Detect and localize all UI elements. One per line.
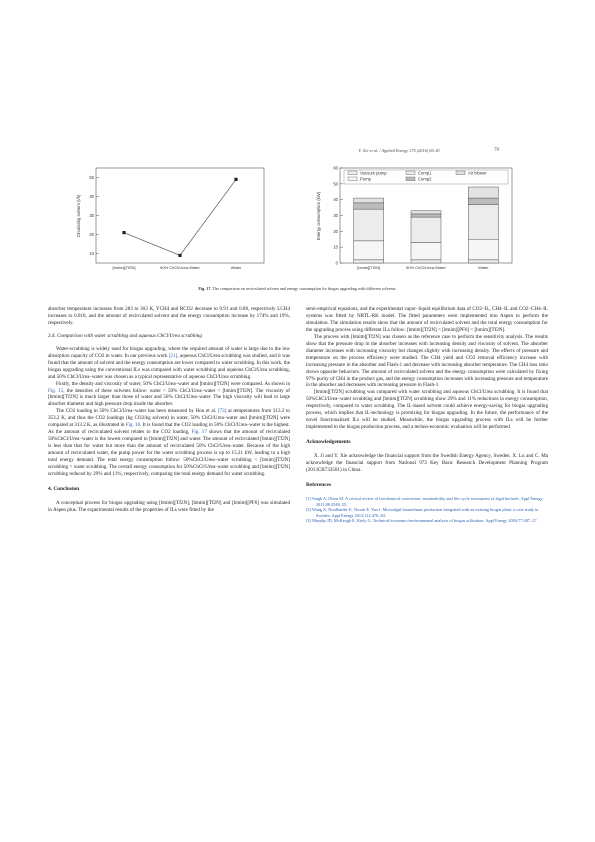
bar-segment-air-blower <box>354 198 384 203</box>
bar-segment-vacuum-pump <box>468 260 498 263</box>
left-paragraph-3 <box>48 381 290 409</box>
right-x-tick-label: Water <box>478 265 489 270</box>
left-paragraph-5: A conceptual process for biogas upgrading using [bmim][Tf2N], [bmim][Tf2N] and [bmim][PF6] was simulated in Aspen plus. The experimental results of the properties of ILs were fitted by the <box>48 499 290 513</box>
bar-segment-pump <box>411 242 441 259</box>
legend-label: Air blower <box>468 170 487 176</box>
left-x-tick-label: Water <box>230 265 242 270</box>
right-x-tick-label: [bmim][Tf2N] <box>357 265 381 270</box>
right-column <box>306 306 548 524</box>
right-y-tick-label: 60 <box>333 165 338 171</box>
right-paragraph-1: semi-empirical equations, and the experimental vapor–liquid equilibrium data of CO2–IL, CH4–IL and CO2–CH4–IL systems was fitted by NRTL-RK model. The fitted parameters were implemented into Aspen to perform the simulation. The simulation results show that the amount of recirculated solvent and the total energy consumption for the upgrading process using different ILs follow: [bmim][Tf2N] < [bmim][PF6] < [hmim][Tf2N]. <box>306 306 548 333</box>
text-span: . It is found that the CO2 loading in 50% ChCl/Urea–water is the highest. As the amount of recirculated solvent relates to the CO2 loading, <box>48 422 290 436</box>
left-y-tick-label: 20 <box>89 232 94 237</box>
left-paragraph-1: absorber temperature increases from 283 to 303 K, YCH4 and RCO2 decrease to 0.91 and 0.88, respectively LCH4 increases to 0.018, and the amount of recirculated solvent and the energy consumption increase by 174% and 19%, respectively. <box>48 306 290 326</box>
legend-label: Comp1 <box>418 170 432 176</box>
left-data-point <box>178 254 181 257</box>
acknowledgements-text: X. Ji and Y. Xie acknowledge the financial support from the Swedish Energy Agency, Sweden. X. Lu and C. Ma acknowledge the financial support from National 973 Key Basic Research Development Planning Program (2013CB733501) in China. <box>306 453 548 474</box>
left-column <box>48 306 290 514</box>
figure-caption-text: The comparison on recirculated solvent and energy consumption for biogas upgrading with different solvents. <box>212 286 397 291</box>
legend-swatch <box>456 171 465 175</box>
legend-swatch <box>406 177 415 181</box>
legend-label: Pump <box>360 176 371 182</box>
left-x-tick-label: [bmim][Tf2N] <box>112 265 136 270</box>
left-y-tick-label: 40 <box>89 194 94 199</box>
bar-segment-comp2 <box>468 198 498 204</box>
legend-swatch <box>348 171 357 175</box>
right-x-tick-label: 50% ChCl/Urea-Water <box>406 265 446 270</box>
journal-header: Y. Xie et al. / Applied Energy 175 (2016) 69–81 <box>358 148 440 153</box>
legend-label: Comp2 <box>418 176 432 182</box>
right-y-axis-label: Energy consumption (kW) <box>316 191 321 241</box>
bar-segment-pump <box>354 241 384 260</box>
left-data-point <box>122 231 125 234</box>
text-span: shows that the amount of recirculated 50%ChCl/Urea–water is the lowest compared to [bmim][Tf2N] and water. The amount of recirculated [bmim][Tf2N] is less than that for water but more than the amount of recirculated 50% ChCl/Urea–water. Because of the high amount of recirculated water, the pump power for the water scrubbing process is up to 15.21 kW, leading to a high total energy demand. The total energy consumption follow: 50%ChCl/Urea–water scrubbing < [bmim][Tf2N] scrubbing < water scrubbing. The overall energy consumption for 50%ChCl/Urea–water scrubbing and [bmim][Tf2N] scrubbing reduced by 29% and 11%, respectively, comparing the total energy demand for water scrubbing. <box>48 429 290 477</box>
left-plot-frame <box>96 168 264 263</box>
legend-label: Vacuum pump <box>360 170 387 176</box>
citation-link[interactable]: [21] <box>168 352 178 359</box>
page-number: 79 <box>494 148 499 153</box>
text-span: at temperatures from 313.2 to 353.2 K, and thus the CO2 loadings (kg CO2/kg solvent) in water, 50% ChCl/Urea–water and [bmim][Tf2N] were compared at 313.2 K, as illustrated in <box>48 408 290 429</box>
reference-item[interactable]: [3] Murphy JD, McKeogh E, Kiely G. Technical/economic/environmental analysis of biogas utilisation. Appl Energy 2004;77:407–27. <box>306 518 538 524</box>
left-paragraph-2 <box>48 346 290 381</box>
reference-item[interactable]: [1] Singh A, Olsen SI. A critical review of biochemical conversion, sustainability and life cycle assessment of algal biofuels. Appl Energy 2011;88:3548–55. <box>306 495 543 507</box>
reference-item[interactable]: [2] Wang X, Nordlander E, Thorin E, Yan J. Microalgal biomethane production integrated with an existing biogas plant: a case study in Sweden. Appl Energy 2013;112:478–84. <box>306 507 539 518</box>
chart-circulating-solvent <box>76 168 264 270</box>
right-y-tick-label: 10 <box>333 244 338 250</box>
figure-caption <box>0 286 595 291</box>
left-data-point <box>234 178 237 181</box>
bar-segment-vacuum-pump <box>354 260 384 263</box>
acknowledgements-heading: Acknowledgements <box>306 439 351 446</box>
right-y-tick-label: 30 <box>333 213 338 218</box>
figure-17 <box>74 160 524 280</box>
text-span: The CO2 loading in 50% ChCl/Urea–water has been measured by Hou et al. <box>56 408 218 415</box>
conclusion-heading: 4. Conclusion <box>48 485 80 492</box>
legend-swatch <box>406 171 415 175</box>
legend-swatch <box>348 177 357 181</box>
left-series-line <box>124 179 236 255</box>
figure-link[interactable]: Fig. 16 <box>125 422 141 429</box>
left-y-tick-label: 10 <box>89 251 94 256</box>
right-paragraph-2: The process with [bmim][Tf2N] was chosen as the reference case to perform the sensitivity analysis. The results show that the pressure drop in the absorber increases with increasing density and viscosity of solvent. The absorber diameter increases with increasing viscosity but changes slightly with increasing density. The effects of pressure and temperature on the process efficiency were studied. The CH4 yield and CO2 removal efficiency increase with increasing pressure in the absorber and Flash-1 and decrease with increasing absorber temperature. The CH4 loss ratio shows opposite behaviors. The amount of recirculated solvent and the energy consumption were calculated by fixing 97% purity of CH4 in the product gas, and the energy consumption increases with increasing pressure and temperature in the absorber and decreases with increasing pressure in Flash-1. <box>306 333 548 389</box>
right-y-tick-label: 0 <box>335 260 338 266</box>
chart-energy-consumption <box>316 166 512 271</box>
figure-link[interactable]: Fig. 17 <box>191 429 207 436</box>
text-span: , the densities of these solvents follow: water < 50% ChCl/Urea–water < [bmim][Tf2N]. The viscosity of [bmim][Tf2N] is much larger than those of water and 50% ChCl/Urea–water. The high viscosity will lead to large absorber diameter and high pressure drop inside the absorber. <box>48 387 291 408</box>
left-x-tick-label: 50% ChCl/Urea-Water <box>160 265 200 270</box>
bar-segment-air-blower <box>468 187 498 198</box>
text-span: Water-scrubbing is widely used for biogas upgrading, where the required amount of water is large due to the low absorption capacity of CO2 in water. In our previous work <box>48 345 290 359</box>
bar-segment-comp2 <box>354 203 384 209</box>
left-y-tick-label: 30 <box>89 213 94 218</box>
text-span: Firstly, the density and viscosity of water, 50% ChCl/Urea–water and [bmim][Tf2N] were compared. As shown in <box>56 380 290 387</box>
right-y-tick-label: 20 <box>333 228 338 234</box>
right-y-tick-label: 40 <box>333 197 338 203</box>
references-heading: References <box>306 481 332 488</box>
bar-segment-comp1 <box>354 209 384 241</box>
figure-caption-label: Fig. 17. <box>198 286 212 291</box>
right-paragraph-3: [bmim][Tf2N] scrubbing was compared with water scrubbing and aqueous ChCl/Urea scrubbing. It is found that 50%ChCl/Urea–water scrubbing and [bmim][Tf2N] scrubbing show 29% and 11% reductions in energy consumption, respectively, compared to water scrubbing. The IL-based solvent could achieve energy-saving for biogas upgrading process, which implies that IL-technology is promising for biogas upgrading. In the future, the performance of the novel functionalized ILs will be studied. Meanwhile, the biogas upgrading process with ILs will be further implemented to the biogas production process, and a techno-economic evaluation will be performed. <box>306 389 548 431</box>
text-span: , aqueous ChCl/Urea scrubbing was studied, and it was found that the amount of solvent and the energy consumption are lower compared to water scrubbing. In this work, the biogas upgrading using the conventional ILs was compared with water scrubbing and aqueous ChCl/Urea scrubbing, and 50% ChCl/Urea–water was chosen as a typical representative of aqueous ChCl/Urea scrubbing. <box>48 352 291 380</box>
figure-link[interactable]: Fig. 15 <box>48 387 64 394</box>
bar-segment-comp1 <box>411 217 441 242</box>
left-paragraph-4 <box>48 408 290 478</box>
reference-list <box>306 496 548 524</box>
bar-segment-air-blower <box>411 211 441 214</box>
bar-segment-comp2 <box>411 214 441 217</box>
right-y-tick-label: 50 <box>333 181 338 187</box>
bar-segment-comp1 <box>468 204 498 239</box>
left-y-axis-label: Circulating solvent (t/h) <box>76 194 81 238</box>
citation-link[interactable]: [73] <box>217 408 227 415</box>
right-legend <box>344 170 508 184</box>
section-heading-3-4: 3.4. Comparison with water scrubbing and aqueous ChCl/Urea scrubbing <box>48 332 202 339</box>
left-y-tick-label: 50 <box>89 175 94 180</box>
bar-segment-pump <box>468 239 498 260</box>
bar-segment-vacuum-pump <box>411 260 441 263</box>
